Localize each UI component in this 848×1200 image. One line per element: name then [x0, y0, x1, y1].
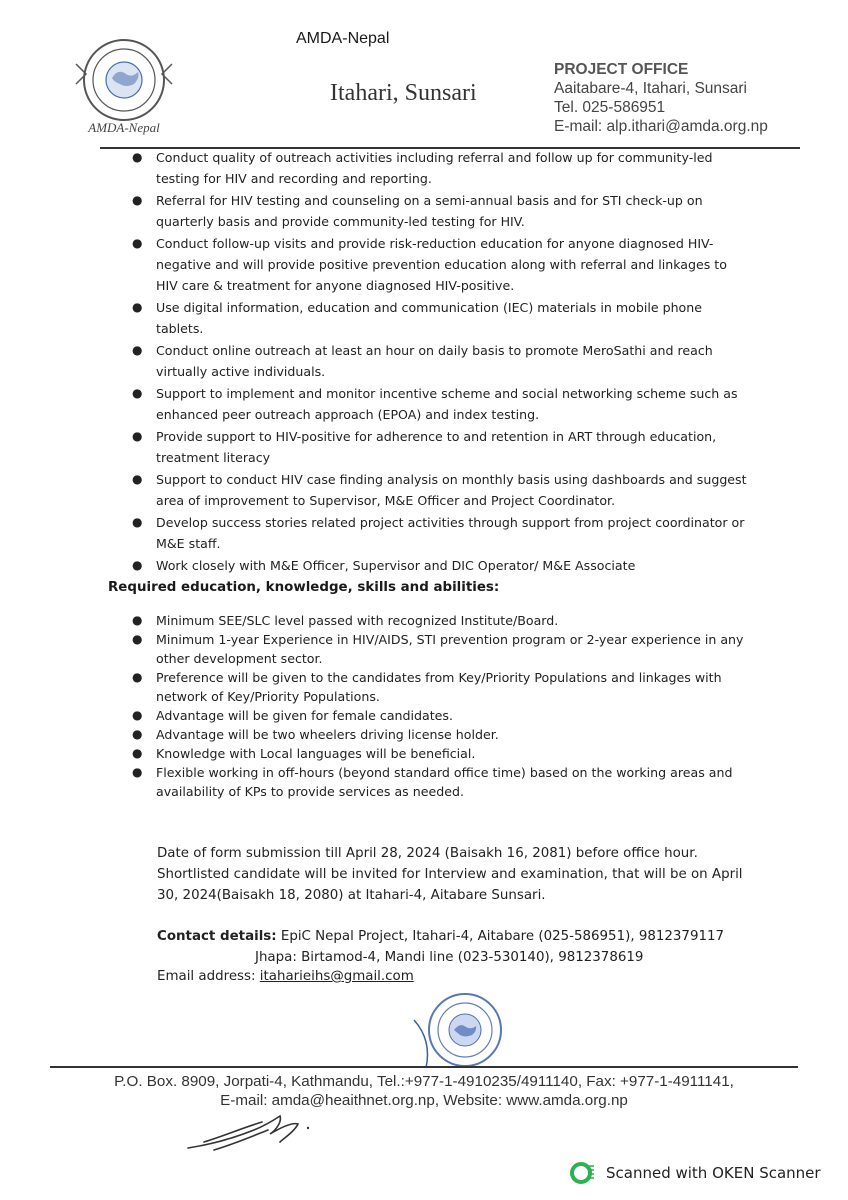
- oken-scanner-icon: [570, 1160, 596, 1186]
- list-item: ● Develop success stories related project activities through support from project coordinator or M&E staff.: [132, 512, 752, 554]
- email-label: Email address:: [157, 969, 256, 984]
- list-item: ● Use digital information, education and communication (IEC) materials in mobile phone tablets.: [132, 297, 752, 339]
- scanner-text: Scanned with OKEN Scanner: [606, 1164, 821, 1182]
- list-item: ● Preference will be given to the candidates from Key/Priority Populations and linkages with network of Key/Priority Populations.: [132, 670, 722, 704]
- office-email: E-mail: alp.ithari@amda.org.np: [554, 118, 768, 135]
- list-item: ● Flexible working in off-hours (beyond standard office time) based on the working areas and availability of KPs to provide services as needed.: [132, 765, 733, 799]
- bullet-icon: ●: [132, 558, 143, 572]
- logo-bottom-text: AMDA-Nepal: [88, 120, 160, 135]
- list-item: ● Provide support to HIV-positive for adherence to and retention in ART through education, treatment literacy: [132, 426, 752, 468]
- list-item: ● Support to implement and monitor incentive scheme and social networking scheme such as enhanced peer outreach approach (EPOA) and index testing.: [132, 383, 752, 425]
- project-office-block: [554, 60, 768, 136]
- handwritten-signature: [184, 1108, 314, 1156]
- list-item: ● Knowledge with Local languages will be beneficial.: [132, 746, 476, 761]
- contact-itahari: EpiC Nepal Project, Itahari-4, Aitabare (025-586951), 9812379117: [280, 929, 725, 944]
- duties-list: [132, 147, 752, 577]
- office-address: Aaitabare-4, Itahari, Sunsari: [554, 80, 747, 97]
- bullet-icon: ●: [132, 708, 143, 722]
- org-name: [296, 30, 389, 48]
- contact-jhapa: Jhapa: Birtamod-4, Mandi line (023-530140), 9812378619: [255, 950, 644, 965]
- requirements-list: [132, 611, 752, 801]
- office-title: PROJECT OFFICE: [554, 61, 689, 78]
- contact-label: Contact details:: [157, 929, 277, 944]
- bullet-icon: ●: [132, 632, 143, 646]
- list-item: ● Advantage will be given for female candidates.: [132, 708, 453, 723]
- footer-address: [0, 1072, 848, 1110]
- list-item: ● Referral for HIV testing and counseling on a semi-annual basis and for STI check-up on quarterly basis and provide community-led testing for HIV.: [132, 190, 752, 232]
- scanner-watermark: [570, 1160, 821, 1186]
- bullet-icon: ●: [132, 765, 143, 779]
- bullet-icon: ●: [132, 300, 143, 314]
- office-tel: Tel. 025-586951: [554, 99, 666, 116]
- list-item: ● Work closely with M&E Officer, Supervisor and DIC Operator/ M&E Associate: [132, 555, 752, 576]
- list-item: ● Conduct quality of outreach activities including referral and follow up for community-led testing for HIV and recording and reporting.: [132, 147, 752, 189]
- list-item: ● Conduct follow-up visits and provide risk-reduction education for anyone diagnosed HIV-negative and will provide positive prevention education along with referral and linkages to HIV care & treatment for anyone diagnosed HIV-positive.: [132, 233, 752, 296]
- list-item: ● Advantage will be two wheelers driving license holder.: [132, 727, 499, 742]
- footer-line-2: E-mail: amda@heaithnet.org.np, Website: www.amda.org.np: [220, 1092, 628, 1109]
- footer-line-1: P.O. Box. 8909, Jorpati-4, Kathmandu, Tel.:+977-1-4910235/4911140, Fax: +977-1-4911141,: [114, 1073, 734, 1090]
- org-brand: AMDA: [296, 30, 343, 47]
- list-item: ● Minimum SEE/SLC level passed with recognized Institute/Board.: [132, 613, 559, 628]
- bullet-icon: ●: [132, 193, 143, 207]
- submission-deadline: Date of form submission till April 28, 2024 (Baisakh 16, 2081) before office hour. Shortlisted candidate will be invited for Interview and examination, that will be on April 30, 2024(Baisakh 18, 2080) at Itahari-4, Aitabare Sunsari.: [157, 846, 743, 903]
- email-link[interactable]: itaharieihs@gmail.com: [259, 969, 414, 984]
- requirements-heading: Required education, knowledge, skills and abilities:: [108, 580, 500, 595]
- bullet-icon: ●: [132, 613, 143, 627]
- bullet-icon: ●: [132, 727, 143, 741]
- list-item: ● Minimum 1-year Experience in HIV/AIDS, STI prevention program or 2-year experience in any other development sector.: [132, 632, 744, 666]
- bullet-icon: ●: [132, 343, 143, 357]
- bullet-icon: ●: [132, 386, 143, 400]
- list-item: ● Support to conduct HIV case finding analysis on monthly basis using dashboards and suggest area of improvement to Supervisor, M&E Officer and Project Coordinator.: [132, 469, 752, 511]
- organization-stamp: [404, 990, 526, 1072]
- bullet-icon: ●: [132, 150, 143, 164]
- bullet-icon: ●: [132, 429, 143, 443]
- footer-divider: [50, 1066, 798, 1068]
- org-suffix: -Nepal: [342, 30, 390, 47]
- org-city: Itahari, Sunsari: [330, 80, 477, 106]
- list-item: ● Conduct online outreach at least an hour on daily basis to promote MeroSathi and reach virtually active individuals.: [132, 340, 752, 382]
- bullet-icon: ●: [132, 472, 143, 486]
- bullet-icon: ●: [132, 670, 143, 684]
- amda-nepal-logo: [68, 34, 180, 138]
- bullet-icon: ●: [132, 746, 143, 760]
- bullet-icon: ●: [132, 236, 143, 250]
- email-line: [157, 969, 414, 984]
- contact-details: [157, 926, 757, 968]
- bullet-icon: ●: [132, 515, 143, 529]
